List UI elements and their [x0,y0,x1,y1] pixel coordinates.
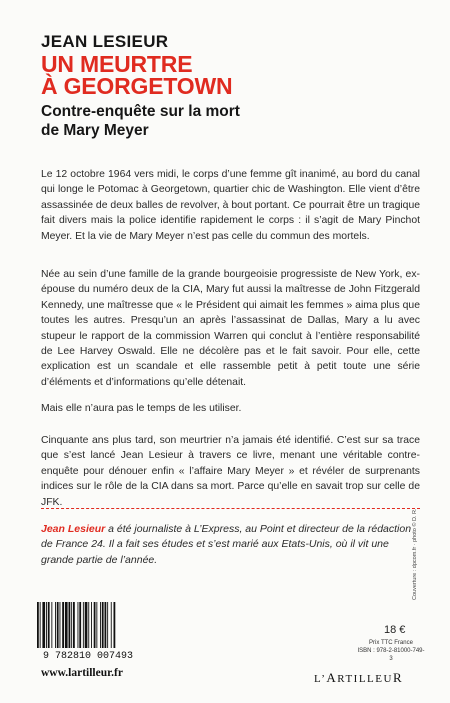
barcode-bar [51,602,52,648]
cover-credits: Couverture : dpcom.fr · photo © D. R. [412,508,418,600]
barcode-bar [40,602,41,648]
author-name: JEAN LESIEUR [41,32,169,51]
barcode-bar [114,602,116,648]
blurb-paragraph-3: Mais elle n’aura pas le temps de les utiliser. [41,403,242,414]
book-title [41,53,232,97]
barcode-bar [83,602,84,648]
price: 18 € [384,624,406,636]
barcode-bar [94,602,96,648]
barcode-bar [42,602,45,648]
title-line-2: À GEORGETOWN [41,73,233,99]
barcode-bar [102,602,104,648]
bio-text: a été journaliste à L’Express, au Point et directeur de la rédaction de France 24. Il a fait ses études et s’est marié aux Etats-Unis, où il vit une grande partie de l’année. [41,523,412,566]
barcode-bar [60,602,61,648]
barcode-bar [55,602,56,648]
blurb-paragraph-4: Cinquante ans plus tard, son meurtrier n’a jamais été identifié. C’est sur sa trace que s’est lancé Jean Lesieur à travers ce livre, menant une véritable contre-enquête pour dénouer enfin « l’affaire Mary Meyer » et révéler de surprenants indices sur le rôle de la CIA dans sa mort. Parce qu’elle en savait trop sur celle de JFK. [41,435,420,508]
barcode-bar [85,602,88,648]
subtitle-line-2: de Mary Meyer [41,122,149,139]
barcode-bar [73,602,75,648]
barcode-bar [65,602,68,648]
blurb-paragraph-2: Née au sein d’une famille de la grande bourgeoisie progressiste de New York, ex-épouse du numéro deux de la CIA, Mary fut aussi la maîtresse de John Fitzgerald Kennedy, une maîtresse que « le Président qui aimait les femmes » aima plus que toutes les autres. Presqu’un an après l’assassinat de Dallas, Mary a lu avec stupeur le rapport de la commission Warren qui conclut à l’entière responsabilité de Lee Harvey Oswald. Elle ne décolère pas et le fait savoir. Pour elle, cette explication est un scandale et elle rassemble petit à petit toute une série d’éléments et d’informations qu’elle détenait. [41,269,420,388]
book-subtitle [41,102,240,140]
bio-author-name: Jean Lesieur [41,523,106,535]
barcode-bar [88,602,89,648]
barcode-bar [37,602,39,648]
publisher-rest: RTILLEU [337,673,393,685]
barcode-bar [91,602,92,648]
publisher-prefix: L’ [314,673,327,685]
barcode-bar [111,602,112,648]
publisher-end: R [392,670,404,685]
barcode-bar [69,602,71,648]
barcode-bar [96,602,97,648]
price-note [356,639,426,663]
isbn: ISBN : 978-2-81000-749-3 [357,648,425,662]
barcode-bar [107,602,108,648]
author-bio [41,522,420,568]
barcode-bar [57,602,59,648]
barcode-bar [105,602,107,648]
publisher-website: www.lartilleur.fr [41,667,123,679]
barcode-digits: 9 782810 007493 [42,651,134,660]
blurb-paragraph-1: Le 12 octobre 1964 vers midi, le corps d’une femme gît inanimé, au bord du canal qui longe le Potomac à Georgetown, quartier chic de Washington. Elle vient d’être assassinée de deux balles de revolver, à bout portant. Ce pourrait être un tragique fait divers mais la police identifie rapidement le corps : il s’agit de Mary Pinchot Meyer. Et la vie de Mary Meyer n’est pas celle du commun des mortels. [41,169,420,242]
barcode-bar [78,602,79,648]
barcode-bar [48,602,50,648]
dashed-divider [41,508,420,509]
barcode-bar [79,602,81,648]
subtitle-line-1: Contre-enquête sur la mort [41,103,240,120]
barcode [33,600,143,660]
title-line-1: UN MEURTRE [41,51,193,77]
publisher-logo [314,670,403,686]
barcode-bars [37,602,115,648]
barcode-bar [71,602,72,648]
barcode-bar [100,602,101,648]
barcode-bar [62,602,64,648]
barcode-bar [46,602,47,648]
publisher-initial: A [326,670,338,685]
price-tax-label: Prix TTC France [369,640,413,646]
